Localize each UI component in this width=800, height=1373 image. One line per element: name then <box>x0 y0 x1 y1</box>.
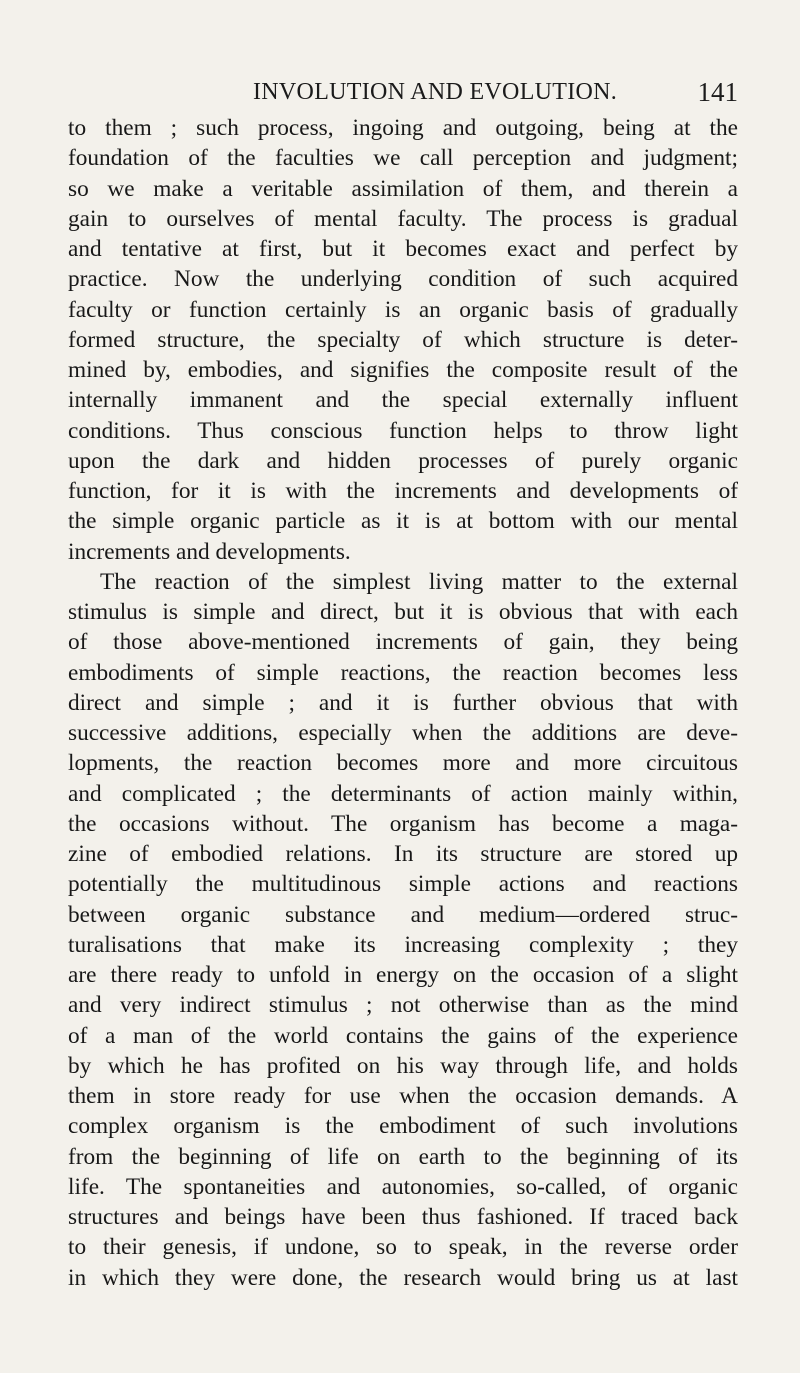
text-line: successive additions, especially when the additions are deve- <box>68 720 738 746</box>
text-line: between organic substance and medium—ordered struc- <box>68 901 738 928</box>
text-line: life. The spontaneities and autonomies, so-called, of organic <box>68 1173 738 1200</box>
page-number: 141 <box>697 77 738 107</box>
text-line: gain to ourselves of mental faculty. The process is gradual <box>68 205 738 232</box>
text-line: faculty or function certainly is an organic basis of gradually <box>68 296 738 323</box>
text-line: structures and beings have been thus fashioned. If traced back <box>68 1204 738 1230</box>
page-header <box>68 72 738 112</box>
text-line: internally immanent and the special externally influent <box>68 387 738 414</box>
text-line: formed structure, the specialty of which structure is deter- <box>68 326 738 353</box>
text-line: and tentative at first, but it becomes exact and perfect by <box>68 236 738 262</box>
text-line: and very indirect stimulus ; not otherwise than as the mind <box>68 992 738 1019</box>
text-line: and complicated ; the determinants of action mainly within, <box>68 780 738 807</box>
running-head: INVOLUTION AND EVOLUTION. <box>253 79 618 105</box>
paragraph-1 <box>68 113 738 567</box>
text-line: are there ready to unfold in energy on the occasion of a slight <box>68 962 738 988</box>
text-line: upon the dark and hidden processes of purely organic <box>68 447 738 474</box>
text-line: increments and developments. <box>68 538 351 565</box>
text-line: of those above-mentioned increments of gain, they being <box>68 629 738 656</box>
text-line: the simple organic particle as it is at bottom with our mental <box>68 508 738 535</box>
text-line: turalisations that make its increasing complexity ; they <box>68 931 738 958</box>
text-line: foundation of the faculties we call perception and judgment; <box>68 145 738 172</box>
text-line: to their genesis, if undone, so to speak, in the reverse order <box>68 1234 738 1261</box>
text-line: to them ; such process, ingoing and outgoing, being at the <box>68 115 738 141</box>
text-line: stimulus is simple and direct, but it is obvious that with each <box>68 599 738 625</box>
text-line: of a man of the world contains the gains of the experience <box>68 1022 738 1049</box>
text-line: zine of embodied relations. In its structure are stored up <box>68 841 738 867</box>
text-line: The reaction of the simplest living matter to the external <box>100 568 738 595</box>
text-line: direct and simple ; and it is further obvious that with <box>68 689 738 716</box>
text-line: them in store ready for use when the occasion demands. A <box>68 1083 738 1109</box>
text-line: embodiments of simple reactions, the reaction becomes less <box>68 659 738 686</box>
text-line: mined by, embodies, and signifies the composite result of the <box>68 357 738 383</box>
text-line: lopments, the reaction becomes more and more circuitous <box>68 750 738 777</box>
text-line: by which he has profited on his way through life, and holds <box>68 1052 738 1079</box>
text-line: in which they were done, the research would bring us at last <box>68 1264 738 1291</box>
text-line: function, for it is with the increments and developments of <box>68 478 738 504</box>
text-line: the occasions without. The organism has become a maga- <box>68 810 738 837</box>
text-line: practice. Now the underlying condition of such acquired <box>68 266 738 293</box>
text-line: so we make a veritable assimilation of them, and therein a <box>68 175 738 202</box>
text-line: potentially the multitudinous simple actions and reactions <box>68 871 738 898</box>
text-line: conditions. Thus conscious function helps to throw light <box>68 417 738 444</box>
paragraph-2 <box>68 567 738 1293</box>
text-line: complex organism is the embodiment of such involutions <box>68 1113 738 1140</box>
body-text <box>68 113 738 1293</box>
text-line: from the beginning of life on earth to the beginning of its <box>68 1143 738 1170</box>
